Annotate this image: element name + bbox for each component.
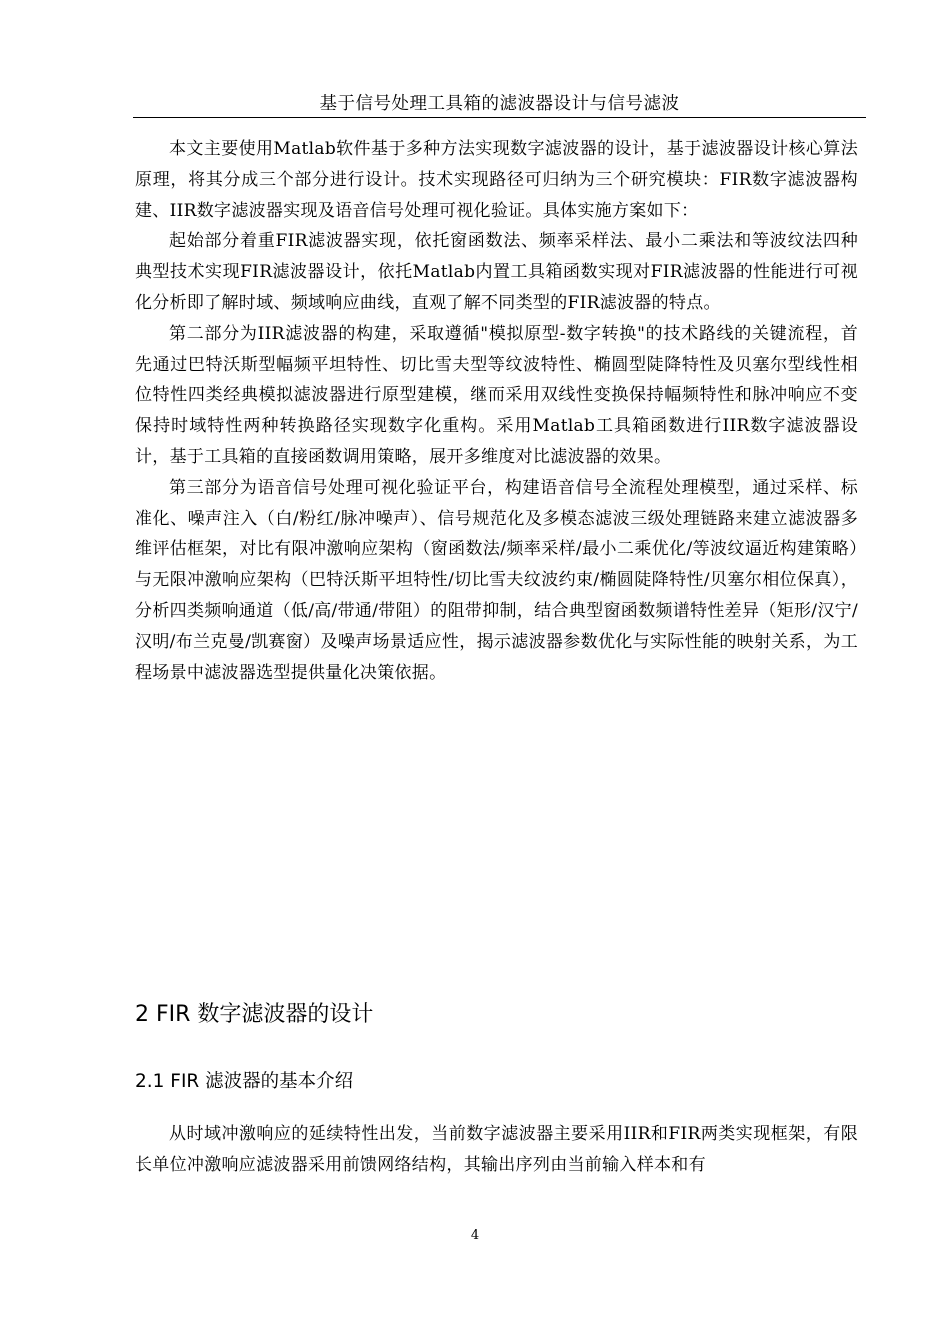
paragraph-fir-part: 起始部分着重FIR滤波器实现，依托窗函数法、频率采样法、最小二乘法和等波纹法四种典型技术实现FIR滤波器设计，依托Matlab内置工具箱函数实现对FIR滤波器的性能进行可视化分析即了解时域、频域响应曲线，直观了解不同类型的FIR滤波器的特点。 xyxy=(135,231,858,313)
running-header: 基于信号处理工具箱的滤波器设计与信号滤波 xyxy=(319,94,680,114)
header-rule xyxy=(133,117,866,118)
subsection-heading: 2.1 FIR 滤波器的基本介绍 xyxy=(135,1071,354,1092)
section-body xyxy=(135,1119,858,1181)
page-number: 4 xyxy=(470,1228,480,1243)
paragraph-overview: 本文主要使用Matlab软件基于多种方法实现数字滤波器的设计，基于滤波器设计核心算法原理，将其分成三个部分进行设计。技术实现路径可归纳为三个研究模块：FIR数字滤波器构建、IIR数字滤波器实现及语音信号处理可视化验证。具体实施方案如下： xyxy=(135,139,858,221)
section-heading: 2 FIR 数字滤波器的设计 xyxy=(135,1002,374,1027)
intro-body xyxy=(135,134,858,688)
paragraph-fir-intro: 从时域冲激响应的延续特性出发，当前数字滤波器主要采用IIR和FIR两类实现框架，有限长单位冲激响应滤波器采用前馈网络结构，其输出序列由当前输入样本和有 xyxy=(135,1124,858,1175)
paragraph-iir-part: 第二部分为IIR滤波器的构建，采取遵循"模拟原型-数字转换"的技术路线的关键流程，首先通过巴特沃斯型幅频平坦特性、切比雪夫型等纹波特性、椭圆型陡降特性及贝塞尔型线性相位特性四类经典模拟滤波器进行原型建模，继而采用双线性变换保持幅频特性和脉冲响应不变保持时域特性两种转换路径实现数字化重构。采用Matlab工具箱函数进行IIR数字滤波器设计，基于工具箱的直接函数调用策略，展开多维度对比滤波器的效果。 xyxy=(135,323,858,467)
paragraph-speech-part: 第三部分为语音信号处理可视化验证平台，构建语音信号全流程处理模型，通过采样、标准化、噪声注入（白/粉红/脉冲噪声）、信号规范化及多模态滤波三级处理链路来建立滤波器多维评估框架，对比有限冲激响应架构（窗函数法/频率采样/最小二乘优化/等波纹逼近构建策略）与无限冲激响应架构（巴特沃斯平坦特性/切比雪夫纹波约束/椭圆陡降特性/贝塞尔相位保真），分析四类频响通道（低/高/带通/带阻）的阻带抑制，结合典型窗函数频谱特性差异（矩形/汉宁/汉明/布兰克曼/凯赛窗）及噪声场景适应性，揭示滤波器参数优化与实际性能的映射关系，为工程场景中滤波器选型提供量化决策依据。 xyxy=(135,477,858,683)
